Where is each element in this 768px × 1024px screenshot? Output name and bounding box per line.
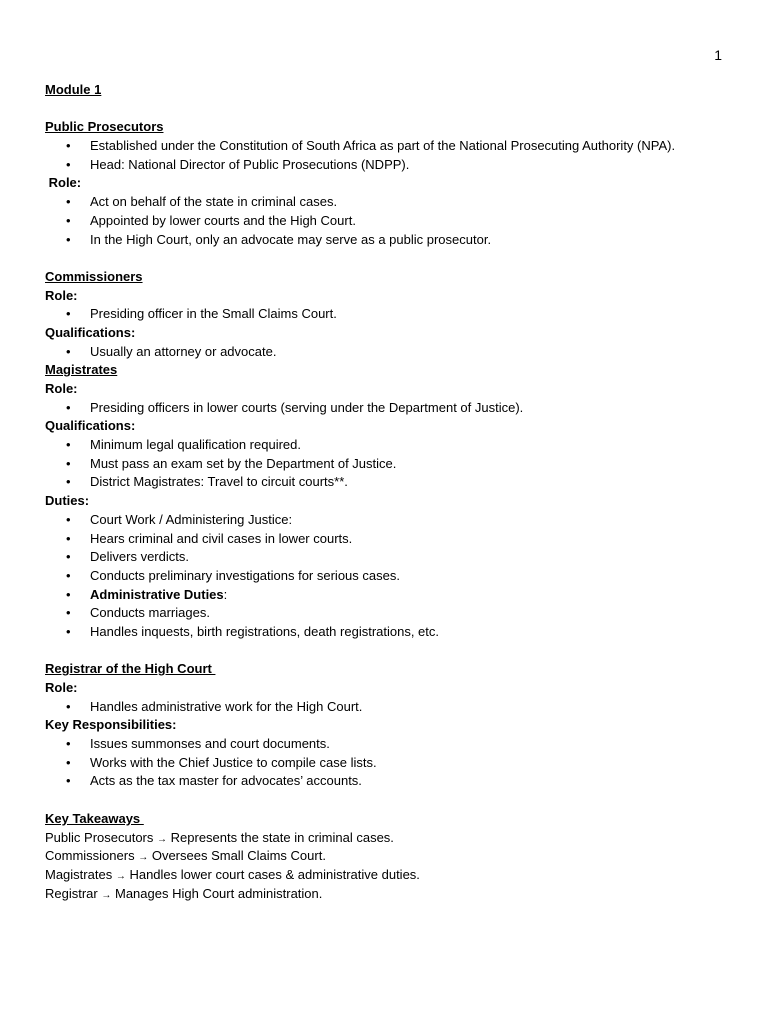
bullet-icon: • [66, 549, 71, 565]
bullet-icon: • [66, 399, 71, 415]
takeaway-line: Public Prosecutors → Represents the state in criminal cases. [45, 829, 394, 845]
list-item: • Issues summonses and court documents. [45, 735, 728, 754]
arrow-icon: → [101, 889, 112, 901]
list-item: • Works with the Chief Justice to compile case lists. [45, 754, 728, 773]
bullet-icon: • [66, 138, 71, 154]
registrar-role-list [45, 698, 728, 717]
administrative-duties-label: Administrative Duties [90, 586, 224, 602]
list-item: • Minimum legal qualification required. [45, 436, 728, 455]
list-item: • In the High Court, only an advocate may serve as a public prosecutor. [45, 231, 728, 250]
list-item: • Hears criminal and civil cases in lower courts. [45, 530, 728, 549]
registrar-responsibilities-label: Key Responsibilities: [45, 717, 177, 733]
list-item: • Conducts marriages. [45, 604, 728, 623]
takeaway-line: Magistrates → Handles lower court cases & administrative duties. [45, 866, 420, 882]
magistrates-role-list [45, 399, 728, 418]
magistrates-qualifications-list [45, 436, 728, 492]
list-item: • Delivers verdicts. [45, 548, 728, 567]
module-title: Module 1 [45, 82, 102, 97]
bullet-icon: • [66, 194, 71, 210]
document-body [45, 81, 728, 903]
public-prosecutors-intro-list [45, 137, 728, 174]
list-item: • Presiding officer in the Small Claims Court. [45, 305, 728, 324]
list-item: • Must pass an exam set by the Department of Justice. [45, 455, 728, 474]
list-item: • Acts as the tax master for advocates’ accounts. [45, 772, 728, 791]
bullet-icon: • [66, 474, 71, 490]
public-prosecutors-role-list [45, 193, 728, 249]
list-item: • Handles administrative work for the High Court. [45, 698, 728, 717]
commissioners-qualifications-list [45, 343, 728, 362]
list-item: • Established under the Constitution of South Africa as part of the National Prosecuting Authority (NPA). [45, 137, 728, 156]
magistrates-qualifications-label: Qualifications: [45, 418, 136, 434]
bullet-icon: • [66, 231, 71, 247]
list-item: • Handles inquests, birth registrations, death registrations, etc. [45, 623, 728, 642]
commissioners-qualifications-label: Qualifications: [45, 324, 136, 340]
arrow-icon: → [115, 870, 126, 882]
bullet-icon: • [66, 736, 71, 752]
arrow-icon: → [138, 852, 149, 864]
bullet-icon: • [66, 455, 71, 471]
key-takeaways-heading: Key Takeaways [45, 810, 144, 826]
registrar-role-label: Role: [45, 680, 78, 695]
registrar-responsibilities-list [45, 735, 728, 791]
list-item: • Act on behalf of the state in criminal cases. [45, 193, 728, 212]
magistrates-duties-label: Duties: [45, 493, 90, 509]
bullet-icon: • [66, 511, 71, 527]
bullet-icon: • [66, 306, 71, 322]
bullet-icon: • [66, 156, 71, 172]
magistrates-heading: Magistrates [45, 362, 118, 378]
list-item: • Presiding officers in lower courts (serving under the Department of Justice). [45, 399, 728, 418]
registrar-heading: Registrar of the High Court [45, 661, 216, 677]
bullet-icon: • [66, 343, 71, 359]
commissioners-role-label: Role: [45, 287, 78, 303]
commissioners-heading: Commissioners [45, 268, 143, 284]
bullet-icon: • [66, 437, 71, 453]
public-prosecutors-role-label: Role: [45, 175, 82, 191]
commissioners-role-list [45, 305, 728, 324]
list-item: • Head: National Director of Public Prosecutions (NDPP). [45, 156, 728, 175]
bullet-icon: • [66, 605, 71, 621]
bullet-icon: • [66, 586, 71, 602]
bullet-icon: • [66, 754, 71, 770]
magistrates-role-label: Role: [45, 381, 78, 396]
takeaway-line: Commissioners → Oversees Small Claims Court. [45, 848, 326, 864]
list-item: • Court Work / Administering Justice: [45, 511, 728, 530]
page-number: 1 [714, 47, 722, 63]
bullet-icon: • [66, 212, 71, 228]
list-item: • Conducts preliminary investigations for serious cases. [45, 567, 728, 586]
arrow-icon: → [157, 833, 168, 845]
public-prosecutors-heading: Public Prosecutors [45, 119, 164, 135]
bullet-icon: • [66, 698, 71, 714]
list-item: • Administrative Duties: [45, 586, 728, 605]
list-item: • District Magistrates: Travel to circuit courts**. [45, 473, 728, 492]
bullet-icon: • [66, 530, 71, 546]
bullet-icon: • [66, 623, 71, 639]
bullet-icon: • [66, 567, 71, 583]
takeaway-line: Registrar → Manages High Court administration. [45, 885, 323, 901]
magistrates-duties-list [45, 511, 728, 642]
list-item: • Appointed by lower courts and the High Court. [45, 212, 728, 231]
bullet-icon: • [66, 773, 71, 789]
list-item: • Usually an attorney or advocate. [45, 343, 728, 362]
